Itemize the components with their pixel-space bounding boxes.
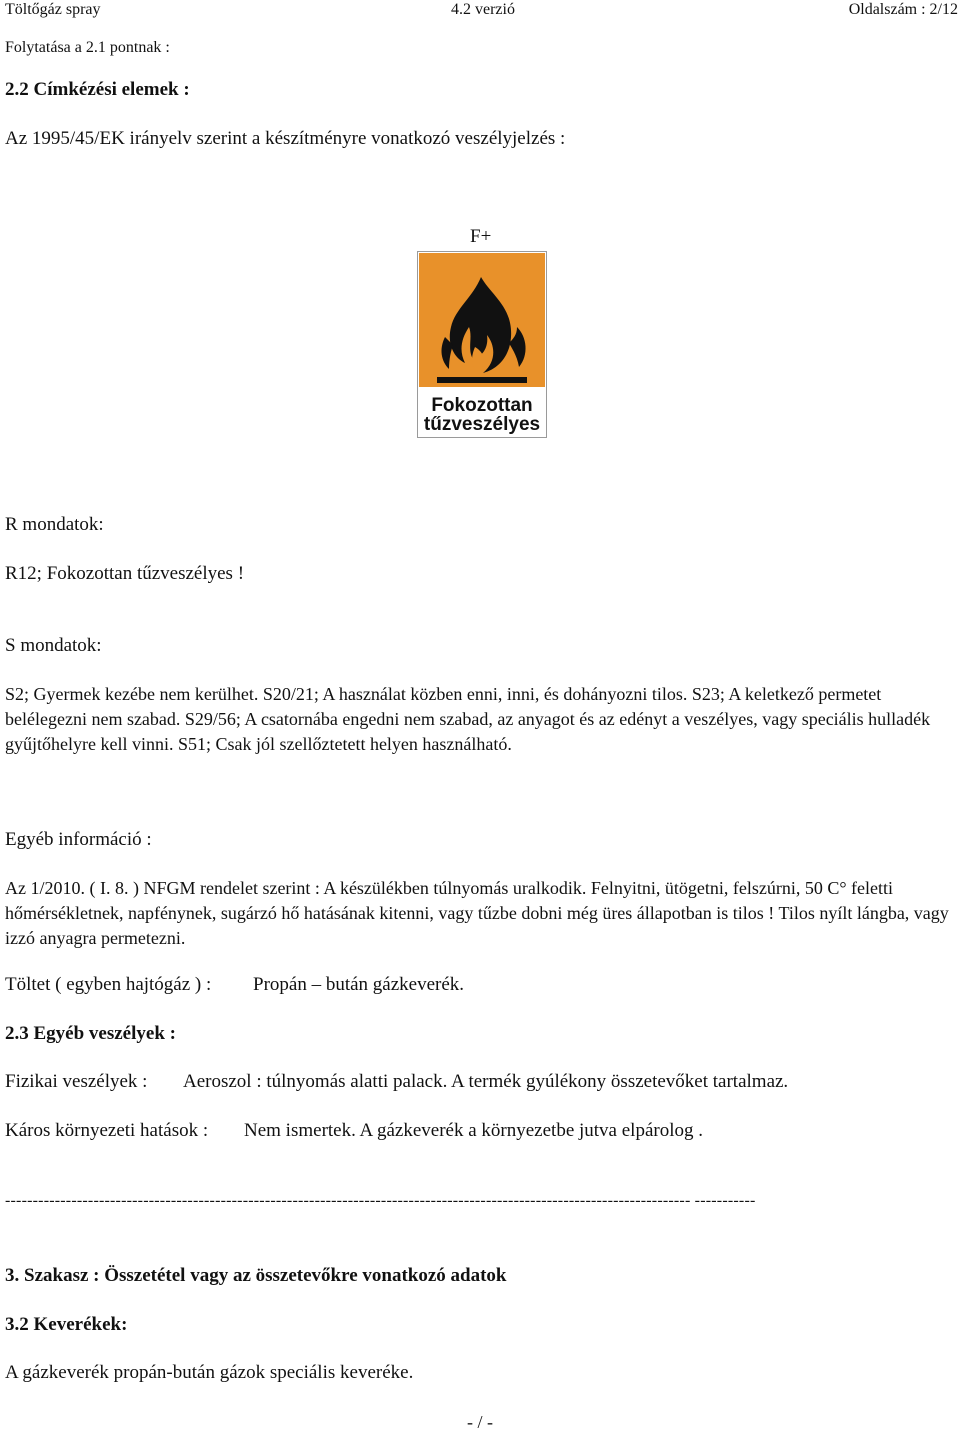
hazard-code: F+ [470,226,492,247]
r-phrases-text: R12; Fokozottan tűzveszélyes ! [5,563,245,584]
section-2-3-heading: 2.3 Egyéb veszélyek : [5,1023,176,1044]
section-3-heading: 3. Szakasz : Összetétel vagy az összetevőkre vonatkozó adatok [5,1265,507,1286]
physical-hazards-value: Aeroszol : túlnyomás alatti palack. A termék gyúlékony összetevőket tartalmaz. [183,1071,789,1092]
other-info-text: Az 1/2010. ( I. 8. ) NFGM rendelet szerint : A készülékben túlnyomás uralkodik. Felnyitni, ütögetni, felszúrni, 50 C° feletti hőmérsékletnek, napfénynek, sugárzó hő hatásának kitenni, vagy tűzbe dobni még üres állapotban is tilos ! Tilos nyílt lángba, vagy izzó anyagra permetezni. [5,878,949,948]
r-phrases-heading: R mondatok: [5,514,104,535]
pictogram-caption-line2: tűzveszélyes [423,414,541,435]
other-info-heading: Egyéb információ : [5,829,152,850]
section-2-2-heading: 2.2 Címkézési elemek : [5,79,190,100]
page-footer-marker: - / - [467,1412,493,1432]
continuation-note: Folytatása a 2.1 pontnak : [5,39,170,56]
environmental-hazards-value: Nem ismertek. A gázkeverék a környezetbe jutva elpárolog . [244,1120,703,1141]
document-title: Töltőgáz spray [5,1,101,18]
pictogram-caption-line1: Fokozottan [431,395,533,416]
directive-text: Az 1995/45/EK irányelv szerint a készítményre vonatkozó veszélyjelzés : [5,128,566,149]
fill-label: Töltet ( egyben hajtógáz ) : [5,974,212,995]
page-number: Oldalszám : 2/12 [848,1,958,18]
version-label: 4.2 verzió [451,1,515,18]
flammable-pictogram [417,251,547,438]
s-phrases-heading: S mondatok: [5,635,102,656]
fill-value: Propán – bután gázkeverék. [253,974,465,995]
section-3-2-heading: 3.2 Keverékek: [5,1314,128,1335]
section-divider: ---------------------------------------------------------------------------------------------------------------------------- ----------- [5,1192,756,1209]
physical-hazards-label: Fizikai veszélyek : [5,1071,148,1092]
mixture-text: A gázkeverék propán-bután gázok speciális keveréke. [5,1362,414,1383]
s-phrases-text: S2; Gyermek kezébe nem kerülhet. S20/21; A használat közben enni, inni, és dohányozni tilos. S23; A keletkező permetet belélegezni nem szabad. S29/56; A csatornába engedni nem szabad, az anyagot és az edényt a veszélyes, vagy speciális hulladék gyűjtőhelyre kell vinni. S51; Csak jól szellőztetett helyen használható. [5,684,931,754]
environmental-hazards-label: Káros környezeti hatások : [5,1120,209,1141]
